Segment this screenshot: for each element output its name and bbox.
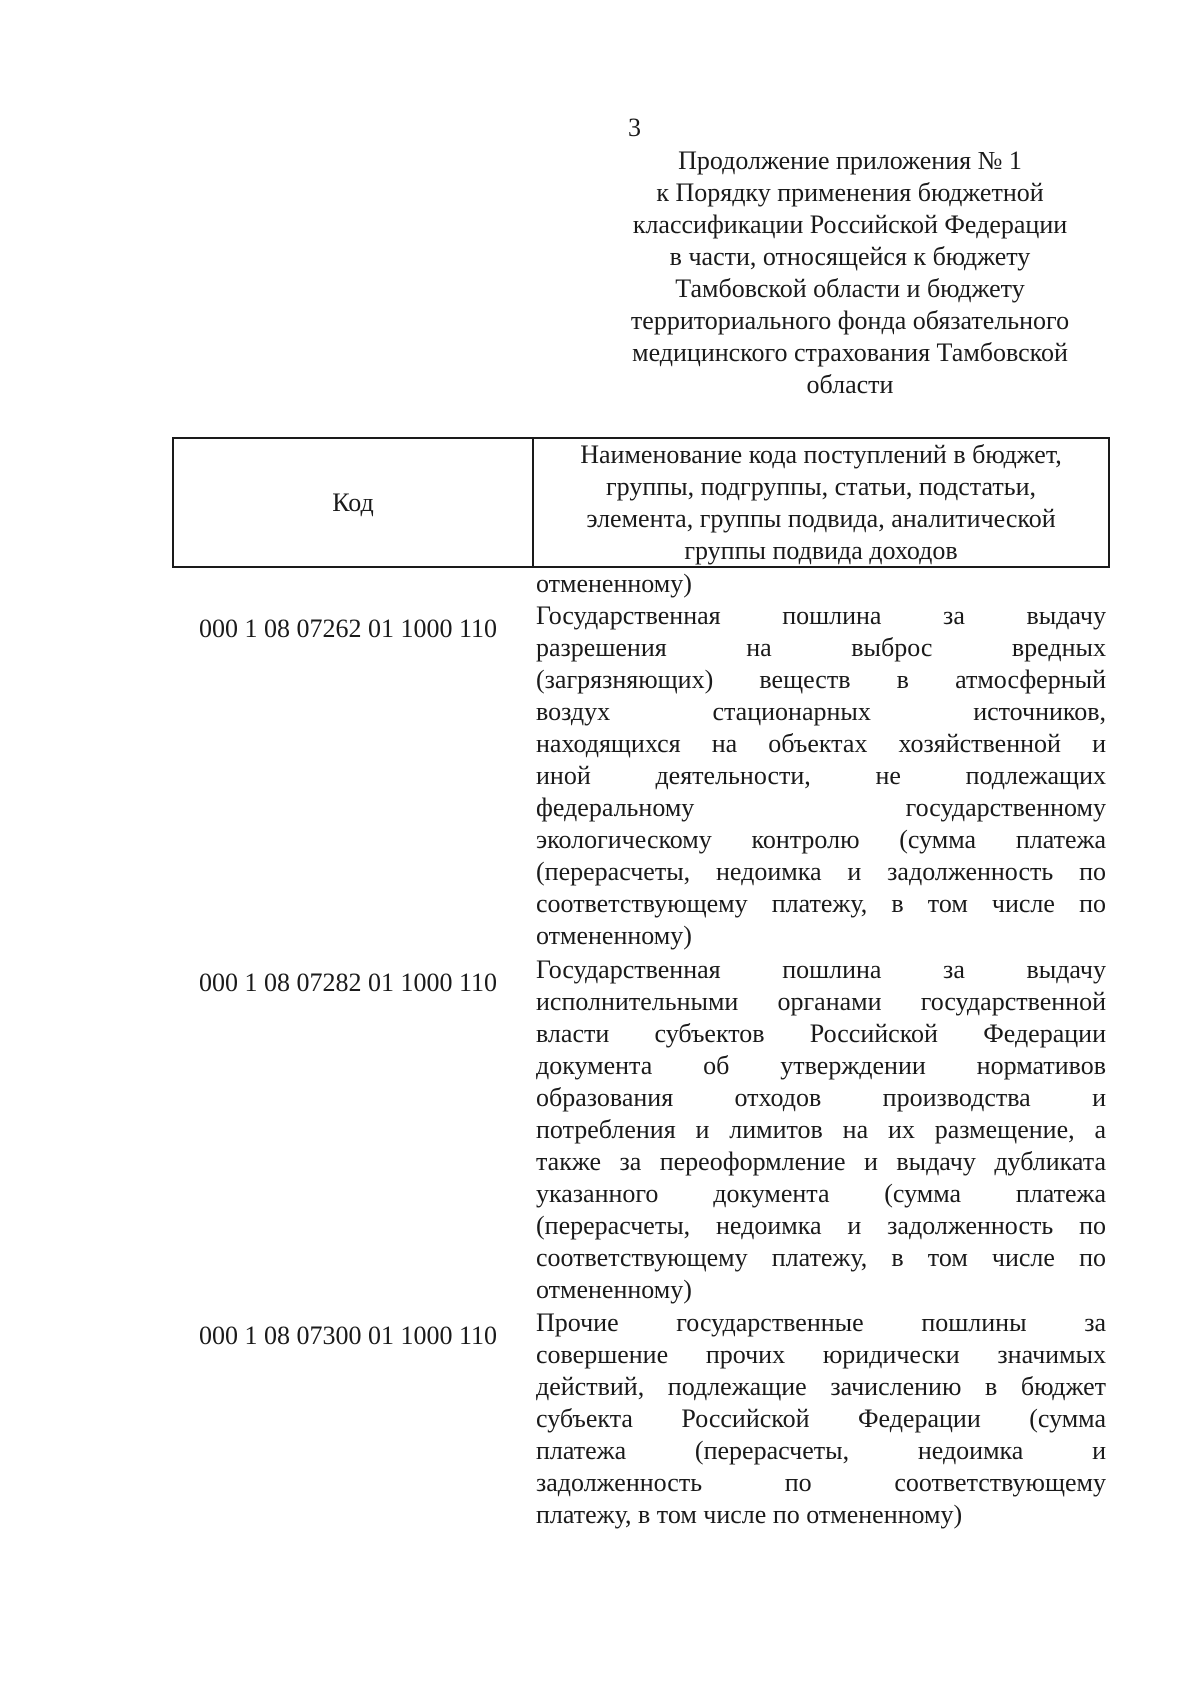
table-header [172,437,1110,568]
column-header-name-line: группы, подгруппы, статьи, подстатьи, [606,472,1036,501]
row-name-line: (загрязняющих) веществ в атмосферный [536,665,1106,694]
column-header-name-line: группы подвида доходов [684,536,958,565]
row-name-line: федеральному государственному [536,793,1106,822]
appendix-header-line: классификации Российской Федерации [632,210,1068,239]
appendix-header-line: области [806,370,894,399]
row-name-line: (перерасчеты, недоимка и задолженность по [536,857,1106,886]
row-name [536,1307,1106,1531]
column-header-code: Код [174,439,534,566]
row-name-line: Государственная пошлина за выдачу [536,955,1106,984]
row-code: 000 1 08 07300 01 1000 110 [198,1321,498,1350]
row-name-line: иной деятельности, не подлежащих [536,761,1106,790]
row-name-line: указанного документа (сумма платежа [536,1179,1106,1208]
appendix-header-line: к Порядку применения бюджетной [656,178,1044,207]
row-name-line: задолженность по соответствующему [536,1468,1106,1497]
row-name-line: субъекта Российской Федерации (сумма [536,1404,1106,1433]
appendix-header [600,145,1100,401]
row-name-line: соответствующему платежу, в том числе по [536,1243,1106,1272]
row-name-line: также за переоформление и выдачу дубликата [536,1147,1106,1176]
appendix-header-line: Продолжение приложения № 1 [678,146,1022,175]
row-name-line: (перерасчеты, недоимка и задолженность по [536,1211,1106,1240]
appendix-header-line: в части, относящейся к бюджету [669,242,1031,271]
row-name-line: воздух стационарных источников, [536,697,1106,726]
row-name [536,600,1106,952]
row-name-line: исполнительными органами государственной [536,987,1106,1016]
row-name-line: Государственная пошлина за выдачу [536,601,1106,630]
row-name-line: совершение прочих юридически значимых [536,1340,1106,1369]
row-name-line: платежа (перерасчеты, недоимка и [536,1436,1106,1465]
column-header-name [534,439,1108,566]
row-name-line: Прочие государственные пошлины за [536,1308,1106,1337]
row-name-line: разрешения на выброс вредных [536,633,1106,662]
row-name-line: отмененному) [536,921,692,950]
row-name [536,954,1106,1306]
row-name-line: документа об утверждении нормативов [536,1051,1106,1080]
row-code: 000 1 08 07282 01 1000 110 [198,968,498,997]
appendix-header-line: территориального фонда обязательного [630,306,1070,335]
column-header-name-line: элемента, группы подвида, аналитической [586,504,1056,533]
page-number: 3 [628,113,641,142]
row-name-line: находящихся на объектах хозяйственной и [536,729,1106,758]
row-name-line: власти субъектов Российской Федерации [536,1019,1106,1048]
row-name-line: образования отходов производства и [536,1083,1106,1112]
row-name-line: платежу, в том числе по отмененному) [536,1500,963,1529]
row-name-line: действий, подлежащие зачислению в бюджет [536,1372,1106,1401]
continuation-text [536,568,1106,600]
column-header-name-line: Наименование кода поступлений в бюджет, [580,440,1062,469]
continuation-line: отмененному) [536,569,692,598]
row-name-line: экологическому контролю (сумма платежа [536,825,1106,854]
row-name-line: соответствующему платежу, в том числе по [536,889,1106,918]
appendix-header-line: медицинского страхования Тамбовской [632,338,1068,367]
row-code: 000 1 08 07262 01 1000 110 [198,614,498,643]
appendix-header-line: Тамбовской области и бюджету [675,274,1025,303]
row-name-line: потребления и лимитов на их размещение, а [536,1115,1106,1144]
row-name-line: отмененному) [536,1275,692,1304]
